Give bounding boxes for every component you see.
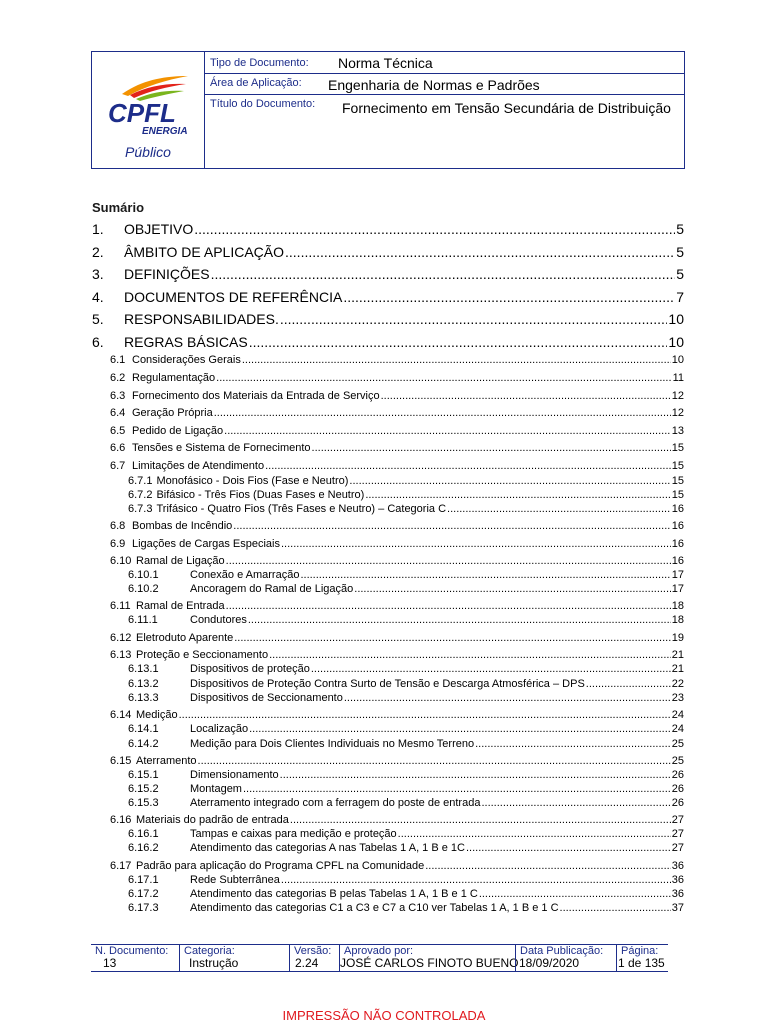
- toc-entry-page: 18: [671, 600, 684, 612]
- toc-dot-leader: [281, 874, 671, 886]
- toc-entry-number: 6.16.2: [128, 842, 159, 854]
- toc-entry-page: 36: [671, 874, 684, 886]
- toc-entry[interactable]: [110, 709, 684, 723]
- toc-entry[interactable]: [110, 755, 684, 769]
- toc-entry-number: 6.4: [110, 407, 126, 419]
- toc-entry-number: 6.10.1: [128, 569, 159, 581]
- toc-dot-leader: [249, 723, 671, 735]
- footer-approved: [339, 945, 519, 971]
- toc-entry-title: Tensões e Sistema de Fornecimento: [132, 442, 311, 454]
- toc-entry-number: 6.14.1: [128, 723, 159, 735]
- toc-entry-page: 15: [671, 489, 684, 501]
- toc-dot-leader: [214, 407, 671, 419]
- toc-entry-title: Bifásico - Três Fios (Duas Fases e Neutro): [156, 489, 365, 501]
- toc-entry[interactable]: [128, 663, 684, 677]
- toc-entry-title: RESPONSABILIDADES.: [124, 311, 279, 327]
- toc-entry[interactable]: [110, 442, 684, 456]
- toc-entry-title: Rede Subterrânea: [190, 874, 280, 886]
- toc-entry[interactable]: [110, 354, 684, 368]
- toc-entry-page: 10: [668, 334, 684, 350]
- toc-dot-leader: [425, 860, 671, 872]
- toc-entry-page: 16: [671, 538, 684, 550]
- toc-entry-page: 24: [671, 723, 684, 735]
- footer-version: [289, 945, 340, 971]
- toc-dot-leader: [242, 354, 671, 366]
- toc-entry[interactable]: [92, 311, 684, 331]
- toc-dot-leader: [226, 555, 671, 567]
- toc-entry-page: 18: [671, 614, 684, 626]
- title-label: Título do Documento:: [210, 98, 316, 110]
- toc-entry-page: 5: [676, 244, 684, 260]
- cpfl-logo: [102, 70, 194, 136]
- toc-entry-number: 6.3: [110, 390, 126, 402]
- toc-entry-title: Dispositivos de Proteção Contra Surto de Tensão e Descarga Atmosférica – DPS: [190, 678, 585, 690]
- doc-type-row: [205, 52, 684, 74]
- header-meta: [205, 52, 684, 168]
- toc-entry-number: 6.13.2: [128, 678, 159, 690]
- toc-dot-leader: [179, 709, 671, 721]
- toc-entry-number: 6.15.3: [128, 797, 159, 809]
- toc-entry[interactable]: [128, 769, 684, 783]
- toc-entry[interactable]: [128, 888, 684, 902]
- category-value: Instrução: [189, 956, 239, 970]
- toc-dot-leader: [344, 692, 671, 704]
- toc-entry-page: 21: [671, 649, 684, 661]
- approved-label: Aprovado por:: [344, 945, 414, 957]
- toc-entry[interactable]: [128, 783, 684, 797]
- toc-entry-page: 24: [671, 709, 684, 721]
- toc-entry[interactable]: [128, 902, 684, 916]
- toc-entry[interactable]: [92, 334, 684, 354]
- doc-type-label: Tipo de Documento:: [210, 57, 309, 69]
- toc-dot-leader: [466, 842, 671, 854]
- toc-dot-leader: [475, 738, 671, 750]
- toc-entry-number: 6.17.2: [128, 888, 159, 900]
- toc-entry-title: Atendimento das categorias A nas Tabelas 1 A, 1 B e 1C: [190, 842, 465, 854]
- toc-entry-number: 1.: [92, 221, 104, 237]
- toc-entry-page: 13: [671, 425, 684, 437]
- version-value: 2.24: [295, 956, 319, 970]
- toc-dot-leader: [198, 755, 671, 767]
- toc-entry-title: ÂMBITO DE APLICAÇÃO: [124, 244, 285, 260]
- footer-doc-number: [91, 945, 179, 971]
- toc-entry-title: OBJETIVO: [124, 221, 194, 237]
- toc-entry-page: 5: [676, 266, 684, 282]
- toc-entry-number: 6.: [92, 334, 104, 350]
- toc-dot-leader: [586, 678, 671, 690]
- toc-entry-number: 6.7.2: [128, 489, 153, 501]
- toc-entry-page: 17: [671, 569, 684, 581]
- toc-title: Sumário: [92, 200, 145, 215]
- toc-entry-number: 6.7: [110, 460, 126, 472]
- toc-entry-number: 4.: [92, 289, 104, 305]
- toc-dot-leader: [447, 503, 671, 515]
- toc-entry-title: Materiais do padrão de entrada: [136, 814, 289, 826]
- toc-entry-title: Dispositivos de Seccionamento: [190, 692, 343, 704]
- toc-entry[interactable]: [128, 828, 684, 842]
- toc-entry-number: 6.15.2: [128, 783, 159, 795]
- toc-entry-number: 6.13.1: [128, 663, 159, 675]
- toc-entry-title: Eletroduto Aparente: [136, 632, 234, 644]
- toc-entry[interactable]: [128, 569, 684, 583]
- toc-entry-page: 15: [671, 442, 684, 454]
- logo-text: CPFL: [108, 98, 176, 128]
- doc-number-label: N. Documento:: [95, 945, 169, 957]
- toc-dot-leader: [349, 475, 670, 487]
- toc-entry-number: 6.6: [110, 442, 126, 454]
- toc-entry[interactable]: [110, 555, 684, 569]
- uncontrolled-print-stamp: IMPRESSÃO NÃO CONTROLADA: [282, 1008, 486, 1023]
- toc-entry[interactable]: [128, 738, 684, 752]
- toc-dot-leader: [248, 614, 671, 626]
- toc-dot-leader: [481, 797, 670, 809]
- toc-dot-leader: [269, 649, 671, 661]
- toc-entry-number: 6.13.3: [128, 692, 159, 704]
- toc-entry-title: Pedido de Ligação: [132, 425, 224, 437]
- toc-entry-number: 6.10: [110, 555, 132, 567]
- toc-entry-page: 12: [671, 390, 684, 402]
- category-label: Categoria:: [184, 945, 235, 957]
- toc-entry[interactable]: [110, 538, 684, 552]
- footer-pub-date: [515, 945, 617, 971]
- toc-entry-title: Monofásico - Dois Fios (Fase e Neutro): [156, 475, 349, 487]
- toc-dot-leader: [300, 569, 670, 581]
- toc-entry-title: Medição: [136, 709, 178, 721]
- toc-entry-page: 37: [671, 902, 684, 914]
- toc-dot-leader: [560, 902, 671, 914]
- toc-entry-number: 2.: [92, 244, 104, 260]
- toc-entry-number: 6.14.2: [128, 738, 159, 750]
- toc-entry[interactable]: [128, 723, 684, 737]
- toc-entry-page: 16: [671, 503, 684, 515]
- toc-entry-page: 7: [676, 289, 684, 305]
- toc-entry-title: Trifásico - Quatro Fios (Três Fases e Neutro) – Categoria C: [156, 503, 447, 515]
- toc-entry-number: 6.11: [110, 600, 131, 612]
- toc-entry-title: Fornecimento dos Materiais da Entrada de Serviço: [132, 390, 380, 402]
- toc-entry[interactable]: [128, 678, 684, 692]
- toc-entry-number: 5.: [92, 311, 104, 327]
- toc-entry[interactable]: [128, 503, 684, 517]
- toc-dot-leader: [265, 460, 671, 472]
- toc-dot-leader: [234, 632, 671, 644]
- toc-entry-page: 22: [671, 678, 684, 690]
- toc-entry-number: 6.17: [110, 860, 132, 872]
- toc-entry-title: Dispositivos de proteção: [190, 663, 310, 675]
- toc-dot-leader: [249, 334, 668, 350]
- toc-entry-title: Regulamentação: [132, 372, 216, 384]
- toc-dot-leader: [290, 814, 671, 826]
- toc-dot-leader: [233, 520, 670, 532]
- logo-subtext: ENERGIA: [142, 126, 188, 136]
- toc-entry-title: Atendimento das categorias C1 a C3 e C7 a C10 ver Tabelas 1 A, 1 B e 1 C: [190, 902, 559, 914]
- toc-entry-number: 6.16: [110, 814, 132, 826]
- document-header: [91, 51, 685, 169]
- toc-dot-leader: [343, 289, 675, 305]
- toc-entry-number: 6.5: [110, 425, 126, 437]
- approved-value: JOSÉ CARLOS FINOTO BUENO: [340, 956, 519, 970]
- toc-entry-page: 16: [671, 555, 684, 567]
- toc-entry-number: 6.9: [110, 538, 126, 550]
- toc-entry-title: Ramal de Ligação: [136, 555, 225, 567]
- toc-dot-leader: [398, 828, 671, 840]
- toc-entry-number: 6.15: [110, 755, 132, 767]
- toc-entry[interactable]: [92, 244, 684, 264]
- toc-dot-leader: [194, 221, 675, 237]
- toc-entry[interactable]: [110, 814, 684, 828]
- toc-entry-number: 6.17.1: [128, 874, 159, 886]
- toc-entry-page: 36: [671, 888, 684, 900]
- footer-category: [179, 945, 290, 971]
- toc-entry-page: 5: [676, 221, 684, 237]
- toc-entry[interactable]: [92, 289, 684, 309]
- toc-entry-title: DEFINIÇÕES: [124, 266, 210, 282]
- toc-dot-leader: [365, 489, 670, 501]
- toc-entry-title: Aterramento integrado com a ferragem do poste de entrada: [190, 797, 481, 809]
- toc-entry-title: Bombas de Incêndio: [132, 520, 233, 532]
- toc-dot-leader: [280, 311, 668, 327]
- toc-entry-title: Medição para Dois Clientes Individuais no Mesmo Terreno: [190, 738, 475, 750]
- toc-entry-page: 19: [671, 632, 684, 644]
- toc-entry[interactable]: [128, 842, 684, 856]
- toc-entry-title: Proteção e Seccionamento: [136, 649, 269, 661]
- toc-entry-number: 6.7.3: [128, 503, 153, 515]
- toc-entry-page: 36: [671, 860, 684, 872]
- toc-entry-number: 6.16.1: [128, 828, 159, 840]
- toc-entry-page: 26: [671, 769, 684, 781]
- toc-entry-title: Tampas e caixas para medição e proteção: [190, 828, 397, 840]
- pub-date-label: Data Publicação:: [520, 945, 604, 957]
- toc-entry-title: Dimensionamento: [190, 769, 279, 781]
- logo-cell: [92, 52, 205, 168]
- toc-entry-number: 6.8: [110, 520, 126, 532]
- toc-entry-title: Considerações Gerais: [132, 354, 241, 366]
- toc-dot-leader: [224, 425, 671, 437]
- toc-entry-number: 6.7.1: [128, 475, 153, 487]
- area-row: [205, 74, 684, 95]
- classification-label: Público: [125, 144, 171, 160]
- toc-entry[interactable]: [128, 692, 684, 706]
- toc-entry-title: Limitações de Atendimento: [132, 460, 265, 472]
- toc-entry-number: 6.12: [110, 632, 132, 644]
- toc-entry[interactable]: [128, 489, 684, 503]
- toc-entry-title: Atendimento das categorias B pelas Tabelas 1 A, 1 B e 1 C: [190, 888, 478, 900]
- toc-entry[interactable]: [110, 649, 684, 663]
- toc-dot-leader: [243, 783, 671, 795]
- toc-dot-leader: [354, 583, 670, 595]
- toc-entry-title: Ligações de Cargas Especiais: [132, 538, 280, 550]
- toc-entry[interactable]: [128, 614, 684, 628]
- toc-dot-leader: [211, 266, 676, 282]
- toc-entry-page: 27: [671, 814, 684, 826]
- toc-entry-page: 10: [671, 354, 684, 366]
- toc-entry-title: Ancoragem do Ramal de Ligação: [190, 583, 354, 595]
- toc-dot-leader: [479, 888, 671, 900]
- toc-entry-number: 6.13: [110, 649, 132, 661]
- title-row: [205, 95, 684, 167]
- toc-entry-page: 12: [671, 407, 684, 419]
- doc-type-value: Norma Técnica: [338, 55, 433, 71]
- toc-entry-page: 26: [671, 797, 684, 809]
- toc-dot-leader: [285, 244, 675, 260]
- toc-entry[interactable]: [110, 600, 684, 614]
- toc-entry-page: 27: [671, 842, 684, 854]
- toc-entry-number: 6.2: [110, 372, 126, 384]
- toc-entry[interactable]: [110, 632, 684, 646]
- toc-dot-leader: [381, 390, 671, 402]
- toc-entry-page: 26: [671, 783, 684, 795]
- toc-dot-leader: [216, 372, 671, 384]
- doc-number-value: 13: [103, 956, 117, 970]
- toc-entry[interactable]: [110, 407, 684, 421]
- toc-entry-page: 21: [671, 663, 684, 675]
- page-value: 1 de 135: [618, 956, 665, 970]
- toc-entry-page: 25: [671, 738, 684, 750]
- toc-entry-page: 17: [671, 583, 684, 595]
- toc-entry[interactable]: [110, 390, 684, 404]
- toc-dot-leader: [226, 600, 671, 612]
- toc-entry-page: 10: [668, 311, 684, 327]
- title-value: Fornecimento em Tensão Secundária de Distribuição: [342, 100, 671, 116]
- toc-entry[interactable]: [128, 874, 684, 888]
- toc-entry[interactable]: [128, 797, 684, 811]
- toc-dot-leader: [281, 538, 671, 550]
- toc-entry-page: 23: [671, 692, 684, 704]
- toc-entry-title: Ramal de Entrada: [136, 600, 225, 612]
- pub-date-value: 18/09/2020: [519, 956, 580, 970]
- toc-entry[interactable]: [128, 583, 684, 597]
- toc-entry-title: REGRAS BÁSICAS: [124, 334, 248, 350]
- toc-entry-page: 15: [671, 475, 684, 487]
- toc-entry-number: 6.14: [110, 709, 132, 721]
- toc-entry-title: Geração Própria: [132, 407, 213, 419]
- toc-entry-page: 11: [672, 372, 684, 384]
- toc-entry-page: 16: [671, 520, 684, 532]
- area-label: Área de Aplicação:: [210, 77, 302, 89]
- document-footer: [91, 944, 668, 972]
- toc-entry[interactable]: [92, 221, 684, 241]
- toc-entry-page: 15: [671, 460, 684, 472]
- toc-entry-number: 6.1: [110, 354, 126, 366]
- toc-entry[interactable]: [128, 475, 684, 489]
- version-label: Versão:: [294, 945, 332, 957]
- toc-dot-leader: [312, 442, 671, 454]
- toc-entry[interactable]: [110, 520, 684, 534]
- toc-entry[interactable]: [92, 266, 684, 286]
- toc-entry-number: 6.11.1: [128, 614, 158, 626]
- toc-dot-leader: [311, 663, 671, 675]
- area-value: Engenharia de Normas e Padrões: [328, 77, 540, 93]
- toc-entry-title: DOCUMENTOS DE REFERÊNCIA: [124, 289, 343, 305]
- toc-entry-title: Conexão e Amarração: [190, 569, 300, 581]
- toc-entry-title: Padrão para aplicação do Programa CPFL na Comunidade: [136, 860, 425, 872]
- toc-entry[interactable]: [110, 860, 684, 874]
- toc-entry[interactable]: [110, 460, 684, 474]
- toc-entry-title: Condutores: [190, 614, 247, 626]
- toc-entry-page: 25: [671, 755, 684, 767]
- toc-entry[interactable]: [110, 425, 684, 439]
- toc-entry-number: 6.17.3: [128, 902, 159, 914]
- toc-entry-page: 27: [671, 828, 684, 840]
- toc-entry-number: 6.10.2: [128, 583, 159, 595]
- toc-entry-title: Montagem: [190, 783, 242, 795]
- toc-entry-title: Aterramento: [136, 755, 197, 767]
- toc-dot-leader: [280, 769, 671, 781]
- toc-entry-number: 6.15.1: [128, 769, 159, 781]
- page-label: Página:: [621, 945, 659, 957]
- toc-entry-number: 3.: [92, 266, 104, 282]
- footer-page: [616, 945, 669, 971]
- toc-entry-title: Localização: [190, 723, 249, 735]
- toc-entry[interactable]: [110, 372, 684, 386]
